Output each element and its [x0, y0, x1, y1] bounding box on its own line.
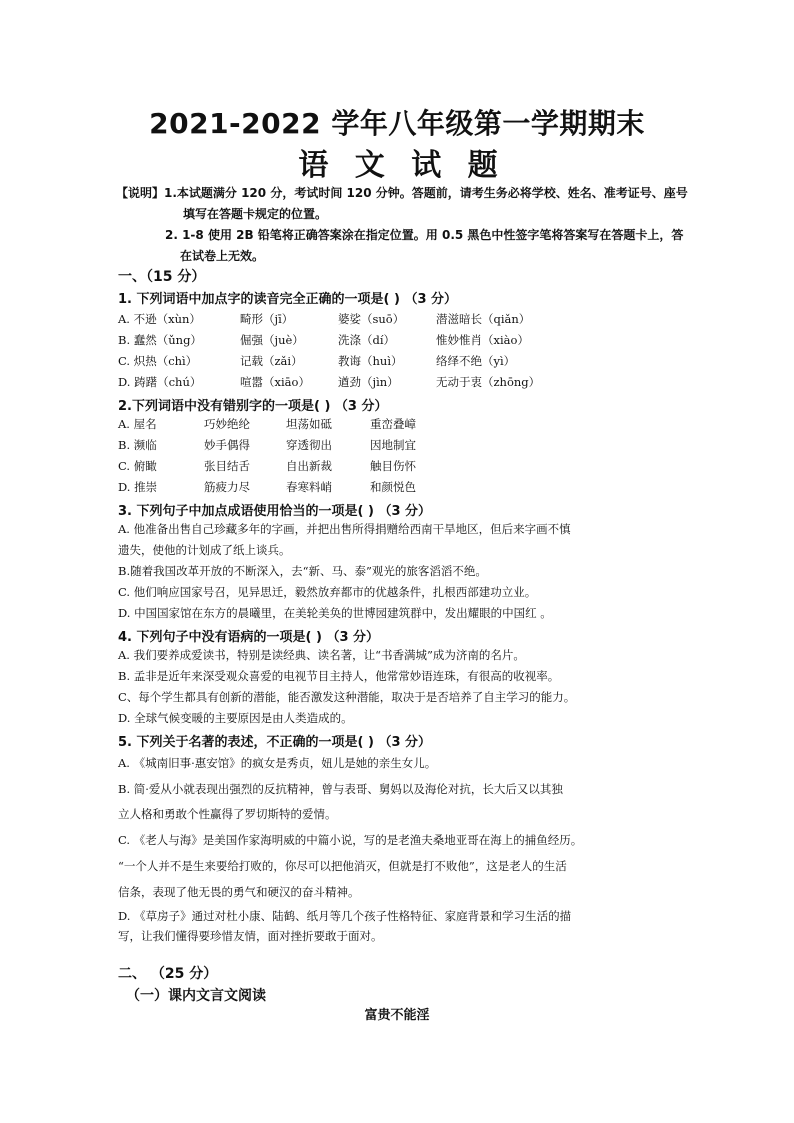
option-item: D. 踌躇（chú） — [118, 375, 202, 389]
option-item: 无动于衷（zhōng） — [436, 375, 541, 389]
option-item: 畸形（jī） — [240, 312, 294, 326]
option-item: 婆娑（suō） — [338, 312, 405, 326]
question-1-stem: 1. 下列词语中加点字的读音完全正确的一项是( ) （3 分） — [118, 292, 458, 307]
exam-title: 2021-2022 学年八年级第一学期期末 — [149, 107, 645, 140]
question-5-stem: 5. 下列关于名著的表述，不正确的一项是( ) （3 分） — [118, 735, 432, 750]
question-3-option-d: D. 中国国家馆在东方的晨曦里，在美轮美奂的世博园建筑群中，发出耀眼的中国红 。 — [118, 606, 552, 620]
option-item: C. 俯瞰 — [118, 459, 157, 473]
question-5-option-c-line-1: C. 《老人与海》是美国作家海明威的中篇小说，写的是老渔夫桑地亚哥在海上的捕鱼经历。 — [118, 833, 583, 847]
question-3-stem: 3. 下列句子中加点成语使用恰当的一项是( ) （3 分） — [118, 504, 432, 519]
question-5-option-a: A. 《城南旧事·惠安馆》的疯女是秀贞，妞儿是她的亲生女儿。 — [118, 756, 437, 770]
option-item: A. 不逊（xùn） — [118, 312, 201, 326]
question-1-option-c — [118, 353, 515, 369]
option-item: 洗涤（dí） — [338, 333, 396, 347]
question-3-option-b: B.随着我国改革开放的不断深入，去“新、马、泰”观光的旅客滔滔不绝。 — [118, 564, 487, 578]
question-5-option-c-line-3: 信条，表现了他无畏的勇气和硬汉的奋斗精神。 — [118, 885, 360, 899]
option-item: 重峦叠嶂 — [370, 417, 416, 431]
section-2-heading: 二、 （25 分） — [118, 966, 218, 982]
question-5-option-d-line-1: D. 《草房子》通过对杜小康、陆鹤、纸月等几个孩子性格特征、家庭背景和学习生活的描 — [118, 909, 572, 923]
instructions-line-4: 在试卷上无效。 — [180, 249, 265, 263]
question-3-option-a-line-2: 遗失，使他的计划成了纸上谈兵。 — [118, 543, 291, 557]
question-1-option-b — [118, 332, 529, 348]
option-item: 张目结舌 — [204, 459, 250, 473]
question-5-option-b-line-1: B. 简·爱从小就表现出强烈的反抗精神，曾与表哥、舅妈以及海伦对抗，长大后又以其独 — [118, 782, 563, 796]
option-item: 巧妙绝纶 — [204, 417, 250, 431]
question-4-option-d: D. 全球气候变暖的主要原因是由人类造成的。 — [118, 711, 353, 725]
option-item: 坦荡如砥 — [286, 417, 332, 431]
option-item: 倔强（juè） — [240, 333, 304, 347]
option-item: 筋疲力尽 — [204, 480, 250, 494]
instructions-line-2: 填写在答题卡规定的位置。 — [183, 207, 328, 221]
question-2-option-d — [118, 479, 416, 495]
question-1-option-d — [118, 374, 540, 390]
option-item: 记载（zǎi） — [240, 354, 303, 368]
option-item: 自出新裁 — [286, 459, 332, 473]
question-5-option-c-line-2: “一个人并不是生来要给打败的，你尽可以把他消灭，但就是打不败他”，这是老人的生活 — [118, 859, 567, 873]
option-item: 惟妙惟肖（xiào） — [436, 333, 529, 347]
question-2-stem: 2.下列词语中没有错别字的一项是( ) （3 分） — [118, 399, 388, 414]
question-5-option-b-line-2: 立人格和勇敢个性赢得了罗切斯特的爱情。 — [118, 807, 337, 821]
option-item: 妙手偶得 — [204, 438, 250, 452]
option-item: 潜滋暗长（qiǎn） — [436, 312, 531, 326]
question-2-option-c — [118, 458, 416, 474]
instructions-line-1: 【说明】1.本试题满分 120 分，考试时间 120 分钟。答题前，请考生务必将学校、姓名、准考证号、座号 — [116, 186, 688, 200]
section-2-subheading: （一）课内文言文阅读 — [126, 988, 266, 1004]
exam-subject-title: 语 文 试 题 — [298, 148, 506, 183]
question-2-option-a — [118, 416, 416, 432]
instructions-line-3: 2. 1-8 使用 2B 铅笔将正确答案涂在指定位置。用 0.5 黑色中性签字笔将答案写在答题卡上，答 — [165, 228, 684, 242]
section-1-heading: 一、（15 分） — [118, 269, 206, 285]
option-item: 络绎不绝（yì） — [436, 354, 516, 368]
question-3-option-a-line-1: A. 他准备出售自己珍藏多年的字画，并把出售所得捐赠给西南干旱地区，但后来字画不慎 — [118, 522, 571, 536]
question-5-option-d-line-2: 写，让我们懂得要珍惜友情，面对挫折要敢于面对。 — [118, 929, 383, 943]
question-4-option-a: A. 我们要养成爱读书，特别是读经典、读名著，让“书香满城”成为济南的名片。 — [118, 648, 525, 662]
question-1-option-a — [118, 311, 530, 327]
question-4-option-c: C、每个学生都具有创新的潜能，能否激发这种潜能，取决于是否培养了自主学习的能力。 — [118, 690, 576, 704]
option-item: B. 濒临 — [118, 438, 157, 452]
option-item: C. 炽热（chì） — [118, 354, 198, 368]
option-item: 和颜悦色 — [370, 480, 416, 494]
question-4-option-b: B. 孟非是近年来深受观众喜爱的电视节目主持人，他常常妙语连珠，有很高的收视率。 — [118, 669, 560, 683]
option-item: 穿透彻出 — [286, 438, 332, 452]
question-3-option-c: C. 他们响应国家号召，见异思迁，毅然放弃都市的优越条件，扎根西部建功立业。 — [118, 585, 537, 599]
option-item: 因地制宜 — [370, 438, 416, 452]
option-item: 喧嚣（xiāo） — [240, 375, 310, 389]
option-item: D. 推崇 — [118, 480, 158, 494]
passage-title: 富贵不能淫 — [364, 1008, 430, 1023]
option-item: B. 蠢然（ǔng） — [118, 333, 202, 347]
question-2-option-b — [118, 437, 416, 453]
option-item: 教诲（huì） — [338, 354, 403, 368]
option-item: 遒劲（jìn） — [338, 375, 399, 389]
option-item: 春寒料峭 — [286, 480, 332, 494]
option-item: A. 屋名 — [118, 417, 157, 431]
option-item: 触目伤怀 — [370, 459, 416, 473]
question-4-stem: 4. 下列句子中没有语病的一项是( ) （3 分） — [118, 630, 380, 645]
